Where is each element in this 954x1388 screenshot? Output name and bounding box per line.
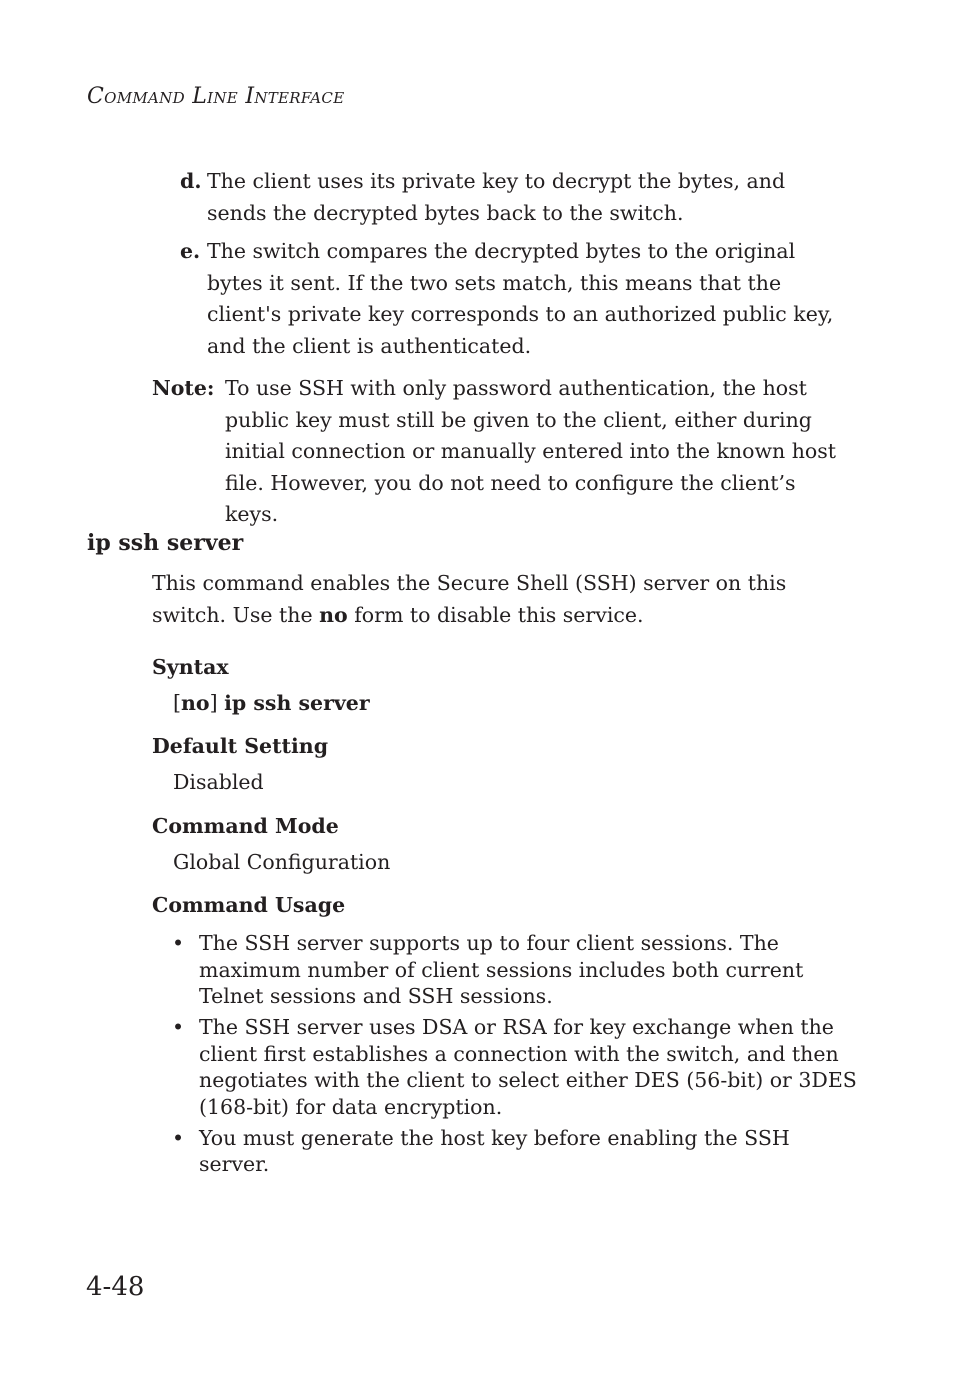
command-intro [152, 568, 852, 631]
running-header: Command Line Interface [87, 84, 345, 109]
usage-item-text: You must generate the host key before enabling the SSH server. [199, 1125, 790, 1176]
syntax-close-bracket: ] [209, 691, 218, 715]
step-marker: d. [180, 169, 202, 193]
syntax-heading: Syntax [152, 655, 229, 679]
note-label: Note: [152, 376, 215, 400]
syntax-line [173, 691, 370, 715]
command-title: ip ssh server [87, 530, 244, 556]
default-heading: Default Setting [152, 734, 329, 758]
syntax-command: ip ssh server [224, 691, 370, 715]
bullet-glyph: • [172, 931, 185, 955]
mode-value: Global Configuration [173, 850, 391, 874]
mode-heading: Command Mode [152, 814, 339, 838]
step-d [180, 166, 850, 229]
note-block [152, 373, 852, 531]
step-e [180, 236, 850, 362]
step-text: The client uses its private key to decrypt the bytes, and sends the decrypted bytes back to the switch. [207, 169, 786, 225]
list-item [170, 1014, 860, 1120]
syntax-no-keyword: no [181, 691, 210, 715]
step-marker: e. [180, 239, 201, 263]
step-text: The switch compares the decrypted bytes to the original bytes it sent. If the two sets match, this means that the client's private key corresponds to an authorized public key, and the client is authenticated. [207, 239, 834, 358]
syntax-open-bracket: [ [173, 691, 181, 715]
bullet-glyph: • [172, 1015, 185, 1039]
page-number: 4-48 [86, 1272, 145, 1302]
bullet-glyph: • [172, 1125, 185, 1150]
list-item [170, 1125, 860, 1178]
usage-item-text: The SSH server uses DSA or RSA for key exchange when the client first establishes a connection with the switch, and then negotiates with the client to select either DES (56-bit) or 3DES (168-bit) for data encryption. [199, 1015, 857, 1119]
default-value: Disabled [173, 770, 264, 794]
note-text: To use SSH with only password authentication, the host public key must still be given to the client, either during initial connection or manually entered into the known host file. However, you do not need to configure the client’s keys. [225, 376, 837, 526]
usage-item-text: The SSH server supports up to four client sessions. The maximum number of client sessions includes both current Telnet sessions and SSH sessions. [199, 931, 804, 1008]
list-item [170, 930, 860, 1010]
intro-text-end: form to disable this service. [347, 602, 644, 627]
intro-keyword-no: no [319, 602, 348, 627]
usage-list [170, 930, 860, 1182]
intro-text-start: This command enables the Secure Shell (SSH) server on this switch. Use the [152, 571, 787, 627]
usage-heading: Command Usage [152, 893, 346, 917]
